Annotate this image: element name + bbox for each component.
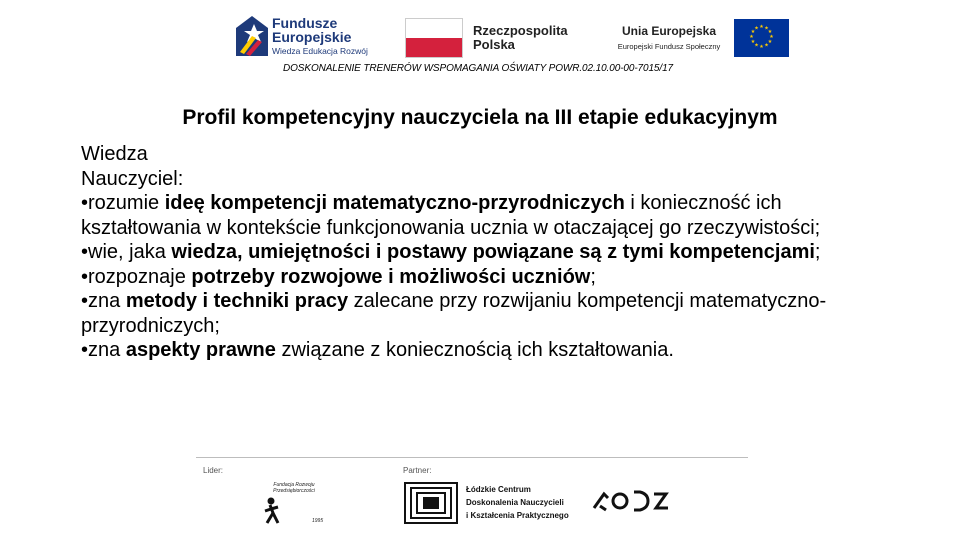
svg-text:★: ★ [764,25,769,32]
item-text: rozpoznaje [88,265,192,288]
eu-logo-text [610,24,728,51]
lodz-line2: Doskonalenia Nauczycieli [466,498,564,507]
walking-figure-icon [265,498,278,524]
fe-line2: Europejskie [272,29,352,45]
rzeczpospolita-logo-text [473,24,568,52]
fe-line3: Wiedza Edukacja Rozwój [272,46,368,56]
footer-divider [196,457,748,458]
svg-text:★: ★ [759,24,764,30]
polish-flag-icon [405,18,463,58]
item-bold: aspekty prawne [125,339,276,361]
lodz-city-logo-icon [592,486,672,514]
lider-label: Lider: [203,466,224,475]
item-text: związane z koniecznością ich kształtowania. [275,339,674,361]
item-bold: ideę kompetencji matematyczno-przyrodniczych [164,192,625,214]
list-item [81,191,901,240]
fe-line1: Fundusze [272,15,338,31]
item-text: zna [88,290,126,312]
eu-line2: Europejski Fundusz Społeczny [617,42,721,51]
lodz-line1: Łódzkie Centrum [466,485,531,494]
item-text: ; [814,241,821,263]
svg-text:★: ★ [754,25,759,32]
list-item [81,289,901,338]
svg-text:★: ★ [767,29,773,35]
item-bold: metody i techniki pracy [125,290,349,312]
item-bold: wiedza, umiejętności i postawy powiązane są z tymi kompetencjami [171,241,815,263]
eu-line1: Unia Europejska [621,24,717,38]
eu-flag-icon [734,19,789,57]
svg-text:★: ★ [750,39,756,45]
lodz-center-emblem-icon [404,482,458,524]
svg-text:★: ★ [764,42,769,49]
bullet: • [81,265,89,288]
svg-text:★: ★ [749,34,754,40]
svg-text:★: ★ [759,44,764,50]
svg-text:★: ★ [754,42,759,49]
list-item [81,338,901,363]
list-item [81,265,901,290]
intro-text: Nauczyciel: [81,167,184,190]
fps-year: 1995 [312,518,324,524]
svg-text:★: ★ [750,29,756,35]
bullet: • [81,339,89,361]
bullet: • [81,241,89,263]
lodz-line3: i Kształcenia Praktycznego [466,511,569,520]
list-item [81,240,901,265]
pl-line1: Rzeczpospolita [473,23,568,38]
svg-text:★: ★ [769,34,774,40]
bullet: • [81,290,89,312]
item-text: rozumie [88,192,165,214]
fps-text: Fundacja Rozwoju Przedsiębiorczości [273,482,315,494]
fe-logo-text [272,16,368,56]
item-text: wie, jaka [88,241,172,263]
item-bold: potrzeby rozwojowe i możliwości uczniów [191,265,591,288]
fe-star-icon [234,14,270,58]
lodz-center-text [466,483,569,522]
pl-line2: Polska [473,37,515,52]
slide-title: Profil kompetencyjny nauczyciela na III etapie edukacyjnym [182,106,778,129]
svg-text:★: ★ [767,39,773,45]
bullet: • [81,192,89,214]
item-text: ; [590,265,596,288]
section-heading: Wiedza [81,143,148,165]
item-text: zna [88,339,126,361]
slide-body [81,142,901,363]
item-text: zalecane przy rozwijaniu kompetencji matematyczno-przyrodniczych; [81,290,827,337]
item-text: i konieczność ich kształtowania w kontekście funkcjonowania ucznia w otaczającej go rzeczywistości; [81,192,821,239]
partner-label: Partner: [403,466,432,475]
project-line: DOSKONALENIE TRENERÓW WSPOMAGANIA OŚWIATY POWR.02.10.00-00-7015/17 [283,63,673,74]
